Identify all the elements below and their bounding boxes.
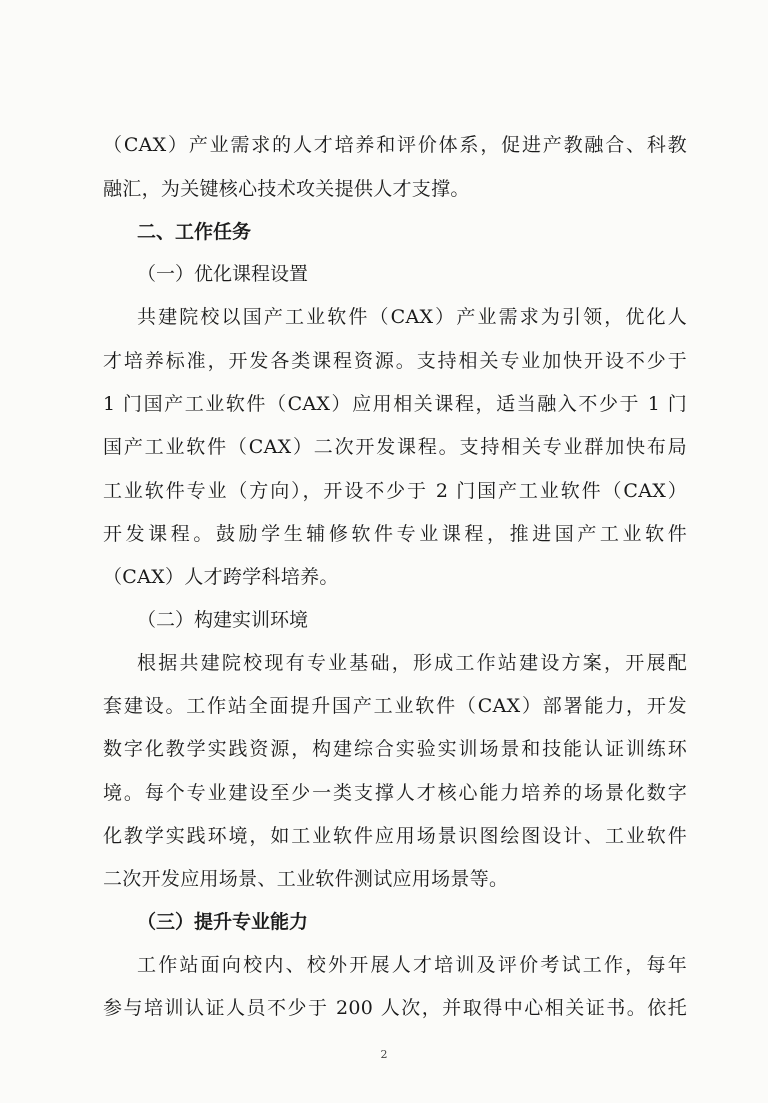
paragraph-line: 才培养标准，开发各类课程资源。支持相关专业加快开设不少于 [103,350,687,372]
paragraph-line: 二次开发应用场景、工业软件测试应用场景等。 [103,868,509,890]
paragraph-line: 境。每个专业建设至少一类支撑人才核心能力培养的场景化数字 [103,782,687,804]
paragraph-line: 工作站面向校内、校外开展人才培训及评价考试工作，每年 [137,954,687,976]
paragraph-line: （CAX）人才跨学科培养。 [103,566,339,588]
subsection-heading: （一）优化课程设置 [137,263,309,285]
section-heading: 二、工作任务 [137,221,252,243]
page-number: 2 [380,1048,388,1061]
paragraph-line: 1 门国产工业软件（CAX）应用相关课程，适当融入不少于 1 门 [103,393,687,415]
paragraph-line: 套建设。工作站全面提升国产工业软件（CAX）部署能力，开发 [103,695,687,717]
paragraph-line: 根据共建院校现有专业基础，形成工作站建设方案，开展配 [137,652,687,674]
subsection-heading: （三）提升专业能力 [137,911,309,933]
paragraph-line: 工业软件专业（方向），开设不少于 2 门国产工业软件（CAX） [103,480,687,502]
paragraph-line: 开发课程。鼓励学生辅修软件专业课程，推进国产工业软件 [103,523,687,545]
paragraph-line: 国产工业软件（CAX）二次开发课程。支持相关专业群加快布局 [103,436,687,458]
paragraph-line: 参与培训认证人员不少于 200 人次，并取得中心相关证书。依托 [103,997,687,1019]
paragraph-line: 共建院校以国产工业软件（CAX）产业需求为引领，优化人 [137,306,687,328]
paragraph-line: 数字化教学实践资源，构建综合实验实训场景和技能认证训练环 [103,738,687,760]
paragraph-line: 融汇，为关键核心技术攻关提供人才支撑。 [103,178,470,200]
paragraph-line: 化教学实践环境，如工业软件应用场景识图绘图设计、工业软件 [103,825,687,847]
subsection-heading: （二）构建实训环境 [137,609,309,631]
paragraph-line: （CAX）产业需求的人才培养和评价体系，促进产教融合、科教 [103,134,687,156]
